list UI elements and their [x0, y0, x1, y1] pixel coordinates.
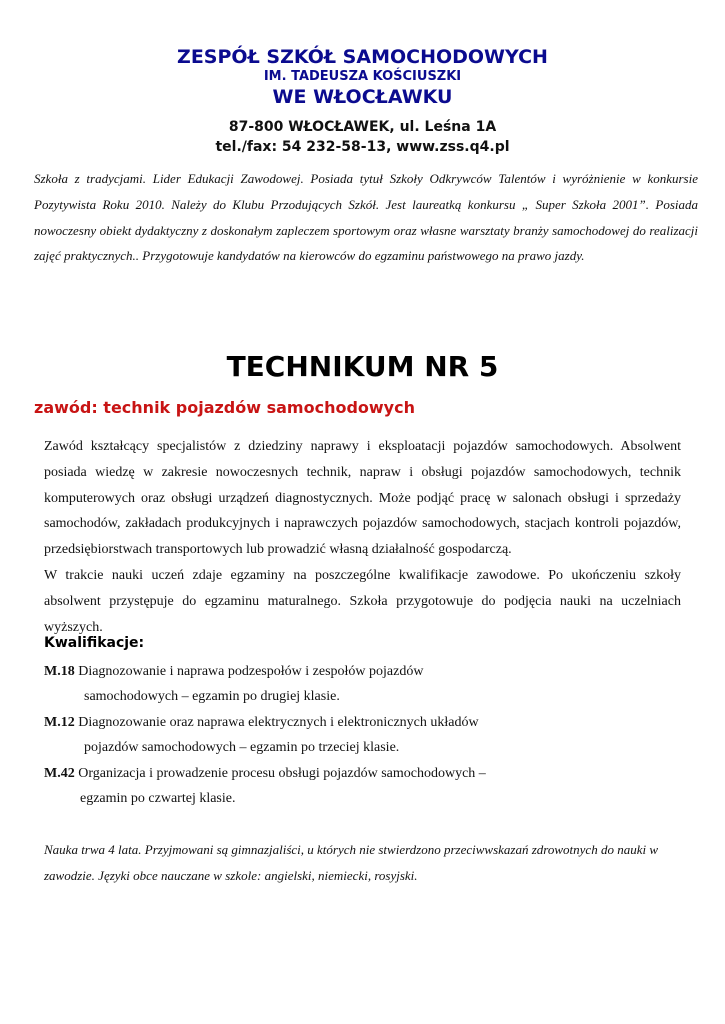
qualification-text: Diagnozowanie i naprawa podzespołów i zespołów pojazdów — [74, 664, 424, 679]
qualification-text: Organizacja i prowadzenie procesu obsługi pojazdów samochodowych – — [74, 766, 486, 781]
qualification-m12 — [44, 715, 479, 731]
qualification-m42-cont: egzamin po czwartej klasie. — [80, 791, 236, 806]
profession-heading: zawód: technik pojazdów samochodowych — [34, 398, 415, 417]
intro-paragraph: Szkoła z tradycjami. Lider Edukacji Zawodowej. Posiada tytuł Szkoły Odkrywców Talentów i wyróżnienie w konkursie Pozytywista Roku 2010. Należy do Klubu Przodujących Szkół. Jest laureatką konkursu „ Super Szkoła 2001”. Posiada nowoczesny obiekt dydaktyczny z doskonałym zapleczem sportowym oraz własne warsztaty branży samochodowej do realizacji zajęć praktycznych.. Przygotowuje kandydatów na kierowców do egzaminu państwowego na prawo jazdy. — [34, 171, 698, 264]
qualification-text: Diagnozowanie oraz naprawa elektrycznych i elektronicznych układów — [74, 715, 479, 730]
school-address: 87-800 WŁOCŁAWEK, ul. Leśna 1A — [228, 119, 497, 135]
page-title: TECHNIKUM NR 5 — [226, 350, 499, 383]
school-name: ZESPÓŁ SZKÓŁ SAMOCHODOWYCH — [177, 46, 548, 68]
qualification-m18 — [44, 664, 423, 680]
description-paragraph-1: Zawód kształcący specjalistów z dziedziny naprawy i eksploatacji pojazdów samochodowych. Absolwent posiada wiedzę w zakresie nowoczesnych technik, napraw i obsługi pojazdów samochodowych, technik komputerowych oraz obsługi urządzeń diagnostycznych. Może podjąć pracę w salonach obsługi i sprzedaży samochodów, zakładach produkcyjnych i naprawczych pojazdów samochodowych, stacjach kontroli pojazdów, przedsiębiorstwach transportowych lub prowadzić własną działalność gospodarczą. — [44, 439, 681, 558]
outro-paragraph: Nauka trwa 4 lata. Przyjmowani są gimnazjaliści, u których nie stwierdzono przeciwwskazań zdrowotnych do nauki w zawodzie. Języki obce nauczane w szkole: angielski, niemiecki, rosyjski. — [44, 842, 658, 883]
qualification-m12-cont: pojazdów samochodowych – egzamin po trzeciej klasie. — [84, 740, 400, 755]
school-city: WE WŁOCŁAWKU — [272, 86, 453, 108]
qualification-m18-cont: samochodowych – egzamin po drugiej klasie. — [84, 689, 340, 704]
qualifications-heading: Kwalifikacje: — [44, 635, 145, 651]
description-paragraph-2: W trakcie nauki uczeń zdaje egzaminy na poszczególne kwalifikacje zawodowe. Po ukończeniu szkoły absolwent przystępuje do egzaminu maturalnego. Szkoła przygotowuje do podjęcia nauki na uczelniach wyższych. — [44, 567, 681, 635]
qualification-m42 — [44, 766, 486, 782]
school-patron: IM. TADEUSZA KOŚCIUSZKI — [263, 69, 462, 84]
description — [44, 434, 681, 640]
school-contact: tel./fax: 54 232-58-13, www.zss.q4.pl — [215, 139, 510, 155]
qualification-code: M.12 — [44, 715, 75, 730]
qualification-code: M.18 — [44, 664, 75, 679]
qualification-code: M.42 — [44, 766, 75, 781]
